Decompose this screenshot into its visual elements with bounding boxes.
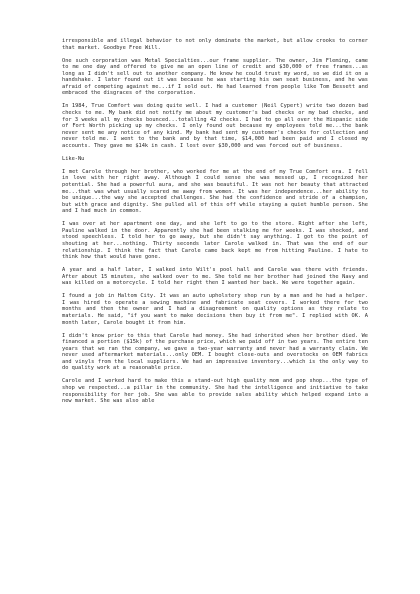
paragraph-6: A year and a half later, I walked into Wilt's pool hall and Carole was there with friends. After about 15 minutes, she walked over to me. She told me her brother had joined the Navy and was killed on a motorcycle. I told her right then I wanted her back. We were together again.: [62, 267, 368, 287]
paragraph-4: I met Carole through her brother, who worked for me at the end of my True Comfort era. I fell in love with her right away. Although I could sense she was messed up, I recognized her potential. She had a powerful aura, and she was beautiful. It was not her beauty that attracted me...that was what usually scared me away from women. It was her independence...her ability to be unique...the way she accepted challenges. She had the confidence and stride of a champion, but with grace and dignity. She pulled all of this off while staying a quiet humble person. She and I had much in common.: [62, 168, 368, 215]
document-page: [62, 38, 368, 411]
section-heading: Like-Nu: [62, 155, 85, 162]
paragraph-9: Carole and I worked hard to make this a stand-out high quality mom and pop shop...the type of shop we respected...a pillar in the community. She had the intelligence and initiative to take responsibility for her job. She was able to provide sales ability which helped expand into a new market. She was also able: [62, 378, 368, 405]
paragraph-8: I didn't know prior to this that Carole had money. She had inherited when her brother died. We financed a portion ($15k) of the purchase price, which we paid off in two years. The entire ten years that we ran the company, we gave a two-year warranty and never had a warranty claim. We never used aftermarket materials...only OEM. I bought close-outs and overstocks on OEM fabrics and vinyls from the local suppliers. We had an impressive inventory...which is the only way to do quality work at a reasonable price.: [62, 332, 368, 372]
paragraph-2: One such corporation was Metal Specialties...our frame supplier. The owner, Jim Fleming, came to me one day and offered to give me an open line of credit and $30,000 of free frames...as long as I didn't sell out to another company. He knew he could trust my word, so we did it on a handshake. I later found out it was because he was starting his own seat business, and he was afraid of competing against me...if I sold out. He had learned from people like Tom Bessett and embraced the disgraces of the corporation.: [62, 57, 368, 97]
paragraph-7: I found a job in Haltom City. It was an auto upholstery shop run by a man and he had a helper. I was hired to operate a sewing machine and fabricate seat covers. I worked there for two months and then the owner and I had a disagreement on quality options as they relate to materials. He said, "if you want to make decisions then buy it from me". I replied with OK. A month later, Carole bought it from him.: [62, 293, 368, 326]
paragraph-1: irresponsible and illegal behavior to not only dominate the market, but allow crooks to corner that market. Goodbye Free Will.: [62, 38, 368, 51]
paragraph-3: In 1984, True Comfort was doing quite well. I had a customer (Neil Cypert) write two dozen bad checks to me. My bank did not notify me about my customer's bad checks or my bad checks, and for 3 weeks all my checks bounced...totalling 42 checks. I had to go all over the Hispanic side of Fort Worth picking up my checks. I only found out because my employees told me...the bank never sent me any notice of any kind. My bank had sent my customer's checks for collection and never told me. I went to the bank and by that time, $14,000 had been paid and I closed my accounts. They gave me $14k in cash. I lost over $30,000 and was forced out of business.: [62, 103, 368, 149]
paragraph-5: I was over at her apartment one day, and she left to go to the store. Right after she left, Pauline walked in the door. Apparently she had been stalking me for weeks. I was shocked, and stood speechless. I told her to go away, but she didn't say anything. I got to the point of shouting at her...nothing. Thirty seconds later Carole walked in. That was the end of our relationship. I think the fact that Carole came back kept me from hitting Pauline. I hate to think how that would have gone.: [62, 221, 368, 261]
